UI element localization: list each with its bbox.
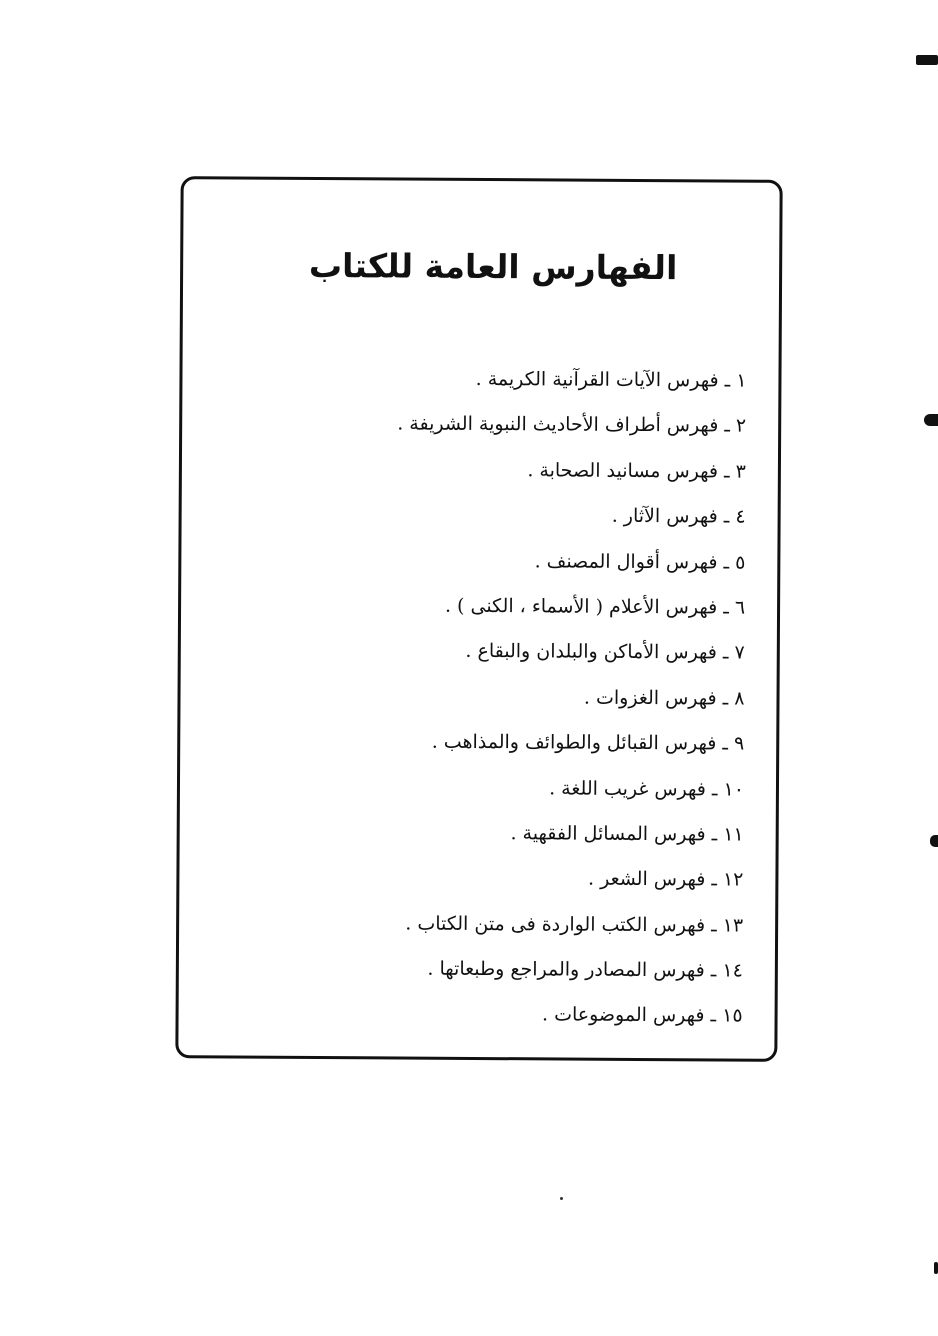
list-item: ١٢ ـ فهرس الشعر . [587, 867, 744, 891]
list-item: ٥ ـ فهرس أقوال المصنف . [534, 549, 746, 574]
list-item: ٦ ـ فهرس الأعلام ( الأسماء ، الكنى ) . [444, 594, 746, 619]
list-item: ٨ ـ فهرس الغزوات . [583, 686, 745, 710]
list-item: ٧ ـ فهرس الأماكن والبلدان والبقاع . [465, 640, 745, 664]
list-item: ٢ ـ فهرس أطراف الأحاديث النبوية الشريفة . [397, 412, 747, 438]
list-item: ١٥ ـ فهرس الموضوعات . [541, 1003, 743, 1028]
list-item: ٩ ـ فهرس القبائل والطوائف والمذاهب . [431, 730, 745, 755]
index-box [175, 176, 782, 1062]
scan-edge-mark [924, 414, 938, 426]
scan-edge-mark [916, 55, 938, 65]
scan-edge-mark [934, 1262, 938, 1274]
list-item: ٤ ـ فهرس الآثار . [611, 504, 746, 528]
list-item: ١٠ ـ فهرس غريب اللغة . [549, 776, 745, 801]
list-item: ١١ ـ فهرس المسائل الفقهية . [510, 822, 744, 846]
page-title: الفهارس العامة للكتاب [308, 245, 678, 288]
list-item: ١٣ ـ فهرس الكتب الواردة فى متن الكتاب . [405, 912, 744, 937]
scan-edge-mark [930, 835, 938, 847]
list-item: ١ ـ فهرس الآيات القرآنية الكريمة . [475, 367, 747, 392]
list-item: ١٤ ـ فهرس المصادر والمراجع وطبعاتها . [427, 957, 743, 982]
index-list [393, 356, 746, 1039]
list-item: ٣ ـ فهرس مسانيد الصحابة . [527, 459, 746, 483]
scan-speck [560, 1197, 563, 1200]
